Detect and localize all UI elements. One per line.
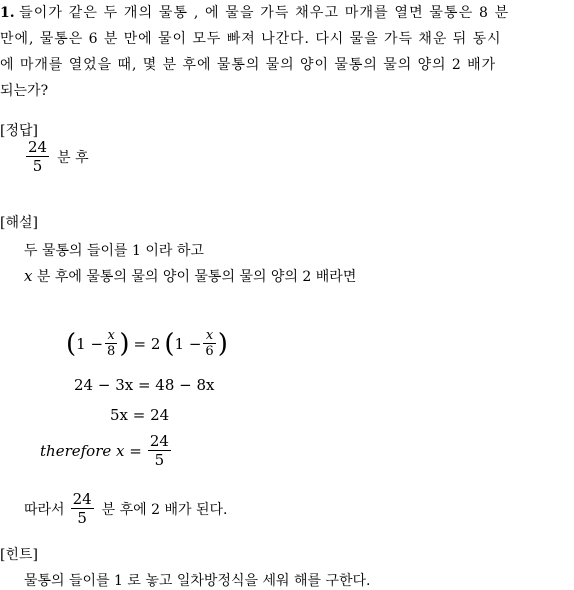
eq4-prefix: therefore x =	[40, 441, 142, 460]
eq1-term-a: 1 −	[76, 334, 104, 353]
equation-4	[40, 432, 173, 469]
explanation-line-2-text: 분 후에 물통의 물의 양이 물통의 물의 양의 2 배라면	[36, 269, 357, 285]
conclusion-prefix: 따라서	[24, 501, 65, 518]
equation-2: 24 − 3x = 48 − 8x	[74, 376, 215, 394]
eq1-frac-b-den: 6	[205, 344, 214, 359]
eq1-equals: = 2	[133, 334, 161, 353]
equation-1	[66, 328, 228, 359]
hint-text: 물통의 들이를 1 로 놓고 일차방정식을 세워 해를 구한다.	[24, 573, 371, 589]
eq1-term-b: 1 −	[174, 334, 202, 353]
equation-3: 5x = 24	[110, 406, 170, 424]
eq4-frac-num: 24	[149, 432, 169, 450]
conclusion-frac-den: 5	[77, 509, 87, 527]
answer-fraction-denominator: 5	[32, 157, 43, 175]
answer-suffix: 분 후	[57, 149, 89, 166]
eq1-frac-b-num: x	[205, 328, 214, 343]
question-text-4: 되는가?	[0, 83, 49, 99]
conclusion	[24, 490, 228, 527]
question-text-1: 들이가 같은 두 개의 물통 , 에 물을 가득 채우고 마개를 열면 물통은 8 분	[19, 5, 510, 21]
question-line-1	[0, 0, 509, 26]
eq4-fraction	[148, 432, 171, 469]
paren-close: )	[217, 328, 228, 359]
answer-label: [정답]	[0, 123, 38, 139]
explanation-line-2	[24, 266, 356, 286]
paren-open: (	[66, 328, 77, 359]
question-text-2: 만에, 물통은 6 분 만에 물이 모두 빠져 나간다. 다시 물을 가득 채운 뒤 동시	[0, 31, 502, 47]
question-text-3: 에 마개를 열었을 때, 몇 분 후에 물통의 물의 양이 물통의 물의 양의 2 배가	[0, 57, 497, 73]
eq1-frac-a-num: x	[107, 328, 115, 343]
eq1-fraction-b	[203, 328, 215, 359]
question-line-4	[0, 78, 48, 104]
paren-open: (	[164, 328, 175, 359]
question-number: 1.	[0, 5, 15, 21]
eq1-fraction-a	[105, 328, 117, 359]
explanation-line-1: 두 물통의 들이를 1 이라 하고	[24, 243, 204, 259]
conclusion-fraction	[71, 490, 94, 527]
question-line-3	[0, 52, 496, 78]
answer-fraction	[26, 138, 49, 175]
answer-value	[24, 138, 89, 175]
conclusion-suffix: 분 후에 2 배가 된다.	[101, 501, 228, 518]
hint-label: [힌트]	[0, 547, 38, 563]
conclusion-frac-num: 24	[72, 490, 92, 508]
eq1-frac-a-den: 8	[107, 344, 116, 359]
paren-close: )	[119, 328, 130, 359]
variable-x: x	[24, 267, 33, 285]
explanation-label: [해설]	[0, 215, 38, 231]
question-line-2	[0, 26, 502, 52]
answer-fraction-numerator: 24	[28, 138, 48, 156]
eq4-frac-den: 5	[154, 451, 165, 469]
